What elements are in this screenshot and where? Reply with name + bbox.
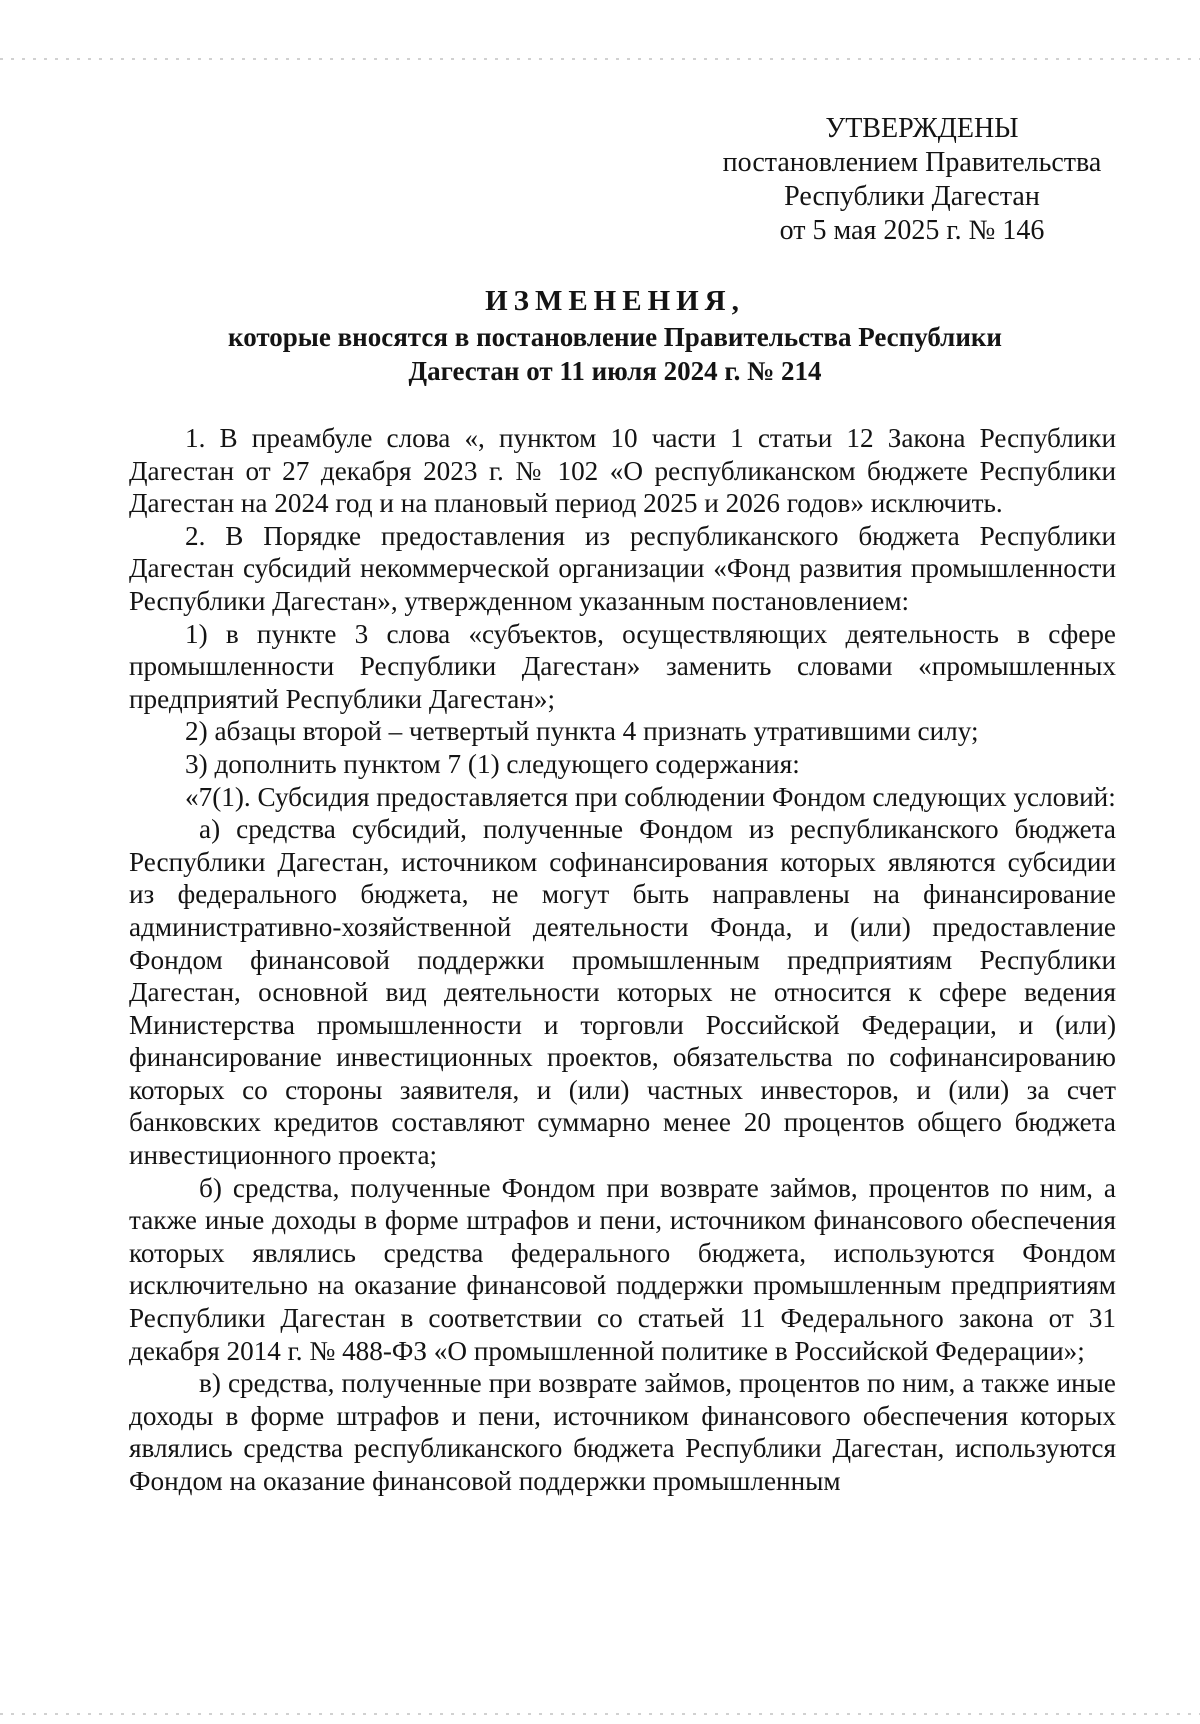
approval-heading: УТВЕРЖДЕНЫ	[825, 113, 1019, 144]
document-body	[129, 422, 1116, 1498]
paragraph-2-item-3: 3) дополнить пунктом 7 (1) следующего содержания:	[185, 748, 800, 779]
approval-line-resolution: постановлением Правительства	[722, 147, 1102, 178]
clause-7-1-a: а) средства субсидий, полученные Фондом из республиканского бюджета Республики Дагестан, источником софинансирования которых являются субсидии из федерального бюджета, не могут быть направлены на финансирование административно-хозяйственной деятельности Фонда, и (или) предоставление Фондом финансовой поддержки промышленным предприятиям Республики Дагестан, основной вид деятельности которых не относится к сфере ведения Министерства промышленности и торговли Российской Федерации, и (или) финансирование инвестиционных проектов, обязательства по софинансированию которых со стороны заявителя, и (или) частных инвесторов, и (или) за счет банковских кредитов составляют суммарно менее 20 процентов общего бюджета инвестиционного проекта;	[129, 814, 1116, 1171]
scan-edge-top	[0, 58, 1200, 60]
clause-7-1-b: б) средства, полученные Фондом при возврате займов, процентов по ним, а также иные доходы в форме штрафов и пени, источником финансового обеспечения которых являлись средства федерального бюджета, используются Фондом исключительно на оказание финансовой поддержки промышленным предприятиям Республики Дагестан в соответствии со статьей 11 Федерального закона от 31 декабря 2014 г. № 488-ФЗ «О промышленной политике в Российской Федерации»;	[129, 1172, 1116, 1366]
clause-7-1-v: в) средства, полученные при возврате займов, процентов по ним, а также иные доходы в форме штрафов и пени, источником финансового обеспечения которых являлись средства республиканского бюджета Республики Дагестан, используются Фондом на оказание финансовой поддержки промышленным	[129, 1368, 1116, 1496]
clause-7-1: «7(1). Субсидия предоставляется при соблюдении Фондом следующих условий:	[185, 781, 1116, 812]
approval-stamp	[672, 112, 1112, 248]
title-main: ИЗМЕНЕНИЯ,	[485, 285, 745, 317]
approval-line-republic: Республики Дагестан	[784, 181, 1040, 212]
paragraph-2-item-2: 2) абзацы второй – четвертый пункта 4 признать утратившими силу;	[185, 716, 979, 747]
scan-edge-bottom	[0, 1713, 1200, 1715]
paragraph-2: 2. В Порядке предоставления из республиканского бюджета Республики Дагестан субсидий некоммерческой организации «Фонд развития промышленности Республики Дагестан», утвержденном указанным постановлением:	[129, 520, 1116, 616]
title-subtitle-line-1: которые вносятся в постановление Правительства Республики	[228, 322, 1002, 352]
document-title	[130, 282, 1100, 388]
title-subtitle-line-2: Дагестан от 11 июля 2024 г. № 214	[408, 356, 822, 386]
paragraph-1: 1. В преамбуле слова «, пунктом 10 части 1 статьи 12 Закона Республики Дагестан от 27 декабря 2023 г. № 102 «О республиканском бюджете Республики Дагестан на 2024 год и на плановый период 2025 и 2026 годов» исключить.	[129, 423, 1116, 519]
paragraph-2-item-1: 1) в пункте 3 слова «субъектов, осуществляющих деятельность в сфере промышленности Республики Дагестан» заменить словами «промышленных предприятий Республики Дагестан»;	[129, 618, 1116, 714]
approval-line-date: от 5 мая 2025 г. № 146	[779, 215, 1045, 246]
